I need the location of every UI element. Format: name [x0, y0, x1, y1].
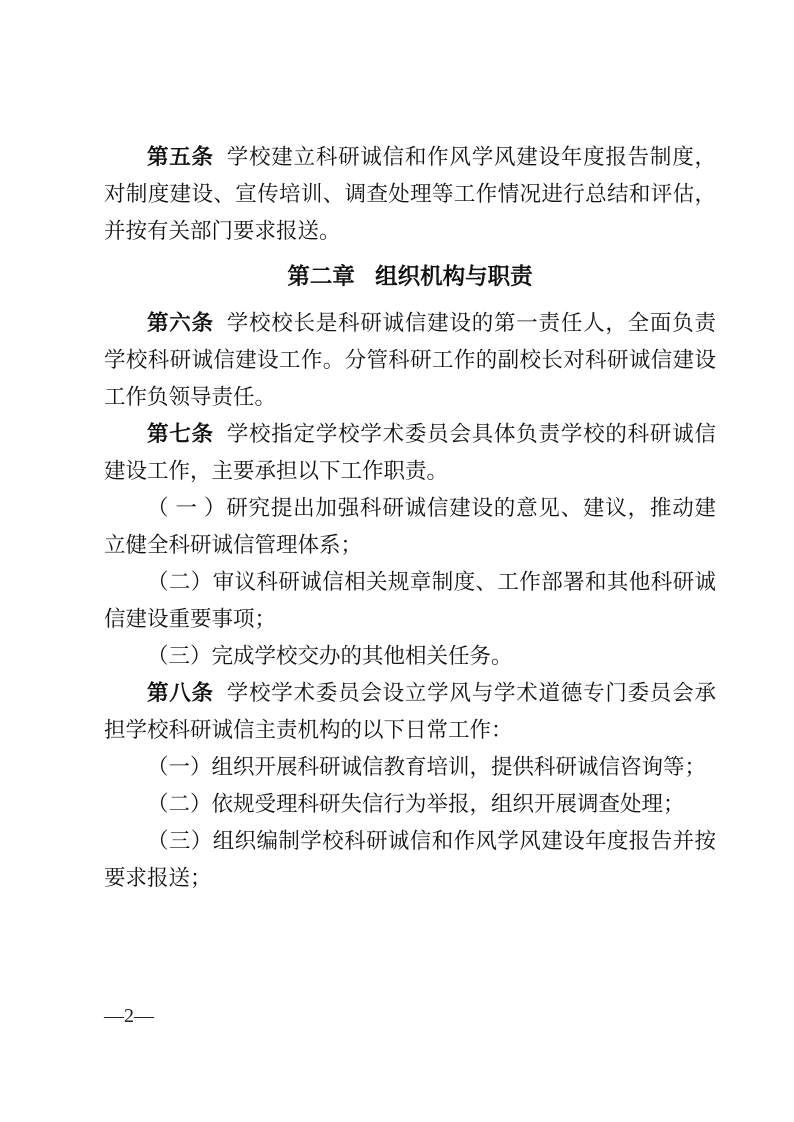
article-6-label: 第六条	[147, 311, 214, 335]
article-5-paragraph	[104, 139, 716, 250]
article-8-label: 第八条	[147, 681, 214, 705]
article-5-text: 学校建立科研诚信和作风学风建设年度报告制度，对制度建设、宣传培训、调查处理等工作情况进行总结和评估，并按有关部门要求报送。	[104, 145, 716, 243]
article-8-item-3: （三）组织编制学校科研诚信和作风学风建设年度报告并按要求报送；	[104, 829, 716, 890]
article-7-paragraph	[104, 416, 716, 490]
article-8-item-1: （一）组织开展科研诚信教育培训，提供科研诚信咨询等；	[147, 755, 707, 779]
article-7-item-3: （三）完成学校交办的其他相关任务。	[147, 644, 513, 668]
article-8-paragraph	[104, 675, 716, 749]
article-8-text: 学校学术委员会设立学风与学术道德专门委员会承担学校科研诚信主责机构的以下日常工作：	[104, 681, 716, 742]
article-6-text: 学校校长是科研诚信建设的第一责任人，全面负责学校科研诚信建设工作。分管科研工作的副校长对科研诚信建设工作负领导责任。	[104, 311, 716, 409]
article-7-text: 学校指定学校学术委员会具体负责学校的科研诚信建设工作，主要承担以下工作职责。	[104, 422, 716, 483]
article-7-item-1: （ 一 ）研究提出加强科研诚信建设的意见、建议，推动建立健全科研诚信管理体系；	[104, 496, 716, 557]
document-body	[104, 139, 716, 897]
article-8-item-2: （二）依规受理科研失信行为举报，组织开展调查处理；	[147, 792, 685, 816]
article-5-label: 第五条	[147, 145, 214, 169]
article-6-paragraph	[104, 305, 716, 416]
chapter-2-heading	[104, 258, 716, 295]
page-number: —2—	[104, 1005, 154, 1027]
chapter-2-title: 组织机构与职责	[375, 264, 533, 289]
article-7-item-2: （二）审议科研诚信相关规章制度、工作部署和其他科研诚信建设重要事项；	[104, 570, 716, 631]
article-7-label: 第七条	[147, 422, 214, 446]
chapter-2-number: 第二章	[287, 264, 355, 289]
